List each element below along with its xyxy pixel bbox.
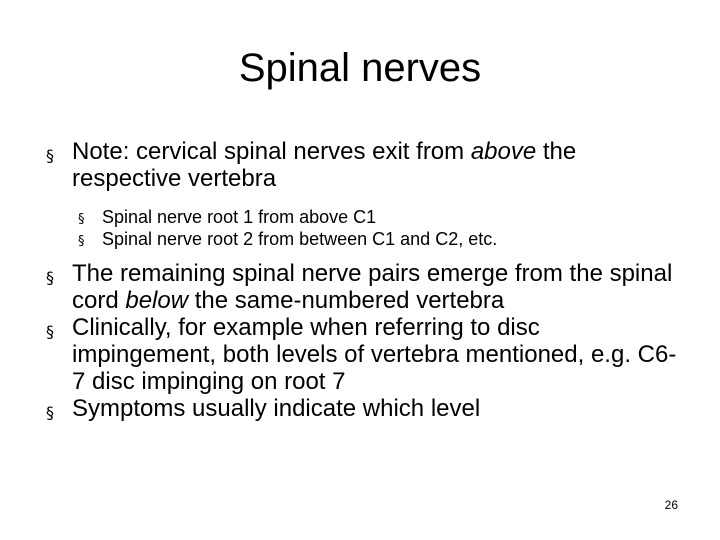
sub-bullet-item	[78, 206, 686, 228]
bullet-item	[46, 395, 686, 422]
bullet-text-part: the same-numbered vertebra	[188, 287, 505, 314]
bullet-text-emphasis: above	[470, 138, 537, 165]
bullet-text-emphasis: below	[125, 287, 189, 314]
bullet-marker-icon: §	[78, 212, 85, 227]
sub-bullet-item	[78, 228, 686, 250]
sub-bullet-text: Spinal nerve root 1 from above C1	[102, 207, 377, 227]
page-number: 26	[664, 498, 678, 512]
bullet-item	[46, 314, 686, 395]
slide-title: Spinal nerves	[238, 46, 482, 90]
bullet-item	[46, 260, 686, 314]
bullet-marker-icon: §	[46, 403, 54, 422]
sub-bullet-text: Spinal nerve root 2 from between C1 and C2, etc.	[102, 229, 498, 249]
sub-bullet-list	[46, 206, 686, 250]
bullet-text-part: The remaining spinal nerve pairs emerge from the spinal cord	[72, 260, 673, 314]
bullet-text	[72, 260, 672, 314]
bullet-marker-icon: §	[46, 268, 54, 287]
bullet-text	[72, 138, 576, 192]
bullet-marker-icon: §	[78, 234, 85, 249]
bullet-text: Clinically, for example when referring to disc impingement, both levels of vertebra mentioned, e.g. C6-7 disc impinging on root 7	[72, 314, 677, 395]
bullet-text: Symptoms usually indicate which level	[72, 395, 481, 422]
bullet-text-part: the respective vertebra	[72, 138, 577, 192]
bullet-text-part: Note: cervical spinal nerves exit from	[72, 138, 471, 165]
bullet-marker-icon: §	[46, 146, 54, 165]
bullet-marker-icon: §	[46, 322, 54, 341]
bullet-item	[46, 138, 686, 192]
bullet-list	[46, 138, 686, 422]
